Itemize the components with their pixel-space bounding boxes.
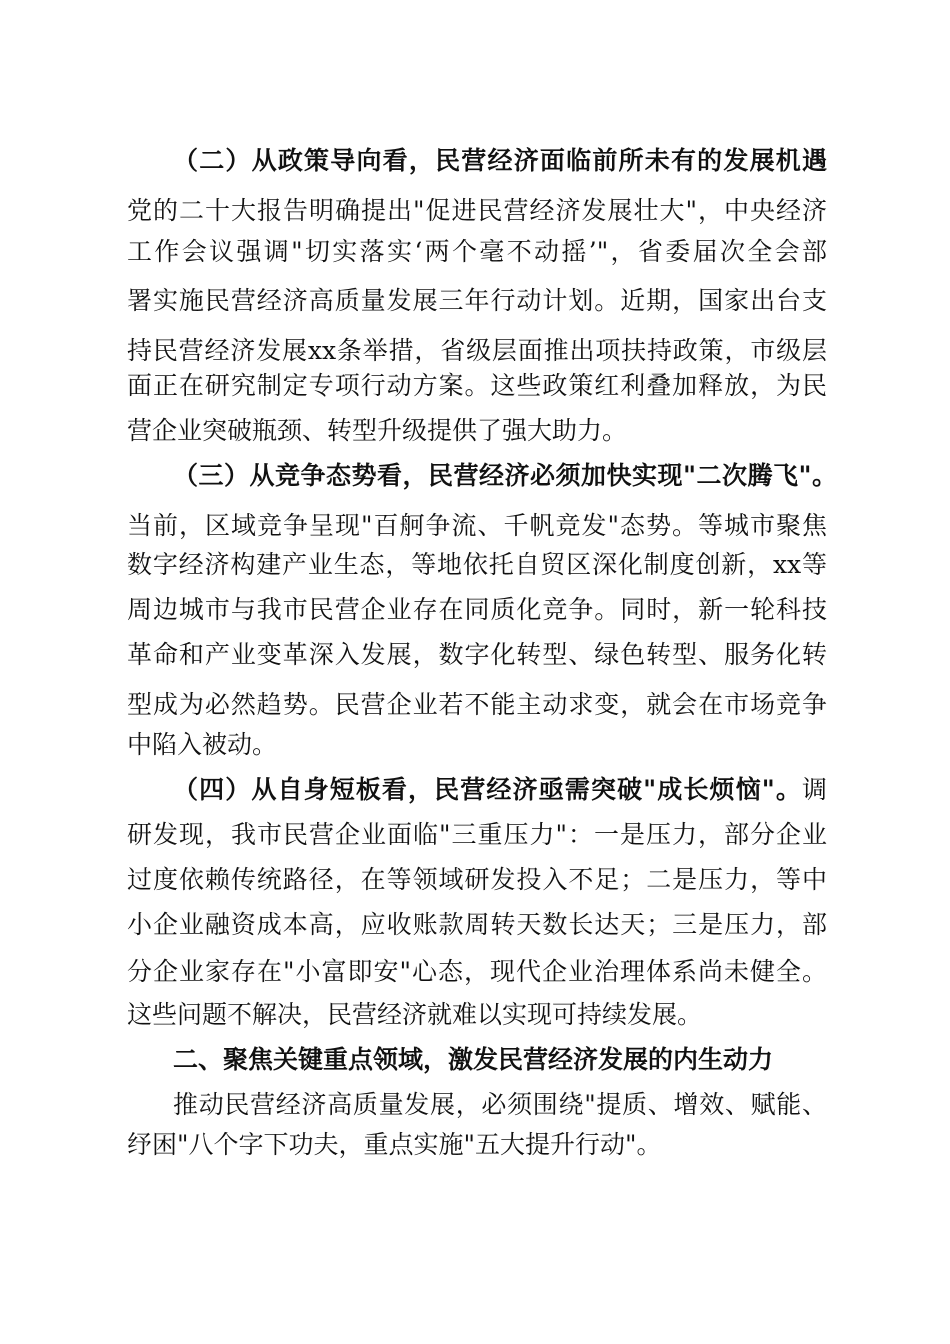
paragraph-4-lead-tail: 调: [801, 775, 827, 804]
paragraph-3-lead: （三）从竞争态势看，民营经济必须加快实现"二次腾飞"。: [173, 461, 837, 490]
paragraph-2-line: 工作会议强调"切实落实‘两个毫不动摇’"，省委届次全会部: [127, 237, 827, 266]
closing-line: 推动民营经济高质量发展，必须围绕"提质、增效、赋能、: [173, 1090, 827, 1119]
paragraph-2-line: 营企业突破瓶颈、转型升级提供了强大助力。: [127, 416, 628, 445]
paragraph-4-lead: （四）从自身短板看，民营经济亟需突破"成长烦恼"。: [173, 775, 802, 804]
paragraph-3-line: 革命和产业变革深入发展，数字化转型、绿色转型、服务化转: [127, 640, 827, 669]
closing-line: 纾困"八个字下功夫，重点实施"五大提升行动"。: [127, 1130, 662, 1159]
paragraph-3-line: 数字经济构建产业生态，等地依托自贸区深化制度创新，xx等: [127, 550, 827, 579]
paragraph-2-line: 面正在研究制定专项行动方案。这些政策红利叠加释放，为民: [127, 371, 827, 400]
paragraph-4-line: 过度依赖传统路径，在等领域研发投入不足；二是压力，等中: [127, 865, 827, 894]
paragraph-3-line: 型成为必然趋势。民营企业若不能主动求变，就会在市场竞争: [127, 690, 827, 719]
paragraph-4-line: 研发现，我市民营企业面临"三重压力"：一是压力，部分企业: [127, 820, 827, 849]
paragraph-3-line: 周边城市与我市民营企业存在同质化竞争。同时，新一轮科技: [127, 595, 827, 624]
paragraph-4-line: 这些问题不解决，民营经济就难以实现可持续发展。: [127, 1000, 703, 1029]
paragraph-4-lead-row: [173, 775, 827, 805]
paragraph-2-lead: （二）从政策导向看，民营经济面临前所未有的发展机遇: [173, 146, 827, 175]
paragraph-4-line: 分企业家存在"小富即安"心态，现代企业治理体系尚未健全。: [127, 957, 827, 986]
paragraph-2-line: 署实施民营经济高质量发展三年行动计划。近期，国家出台支: [127, 286, 827, 315]
paragraph-4-line: 小企业融资成本高，应收账款周转天数长达天；三是压力，部: [127, 910, 827, 939]
paragraph-2-line: 持民营经济发展xx条举措，省级层面推出项扶持政策，市级层: [127, 336, 827, 365]
paragraph-2-line: 党的二十大报告明确提出"促进民营经济发展壮大"，中央经济: [127, 196, 827, 225]
section-heading: 二、聚焦关键重点领域，激发民营经济发展的内生动力: [173, 1045, 774, 1074]
paragraph-3-line: 中陷入被动。: [127, 730, 278, 759]
paragraph-3-line: 当前，区域竞争呈现"百舸争流、千帆竞发"态势。等城市聚焦: [127, 511, 827, 540]
